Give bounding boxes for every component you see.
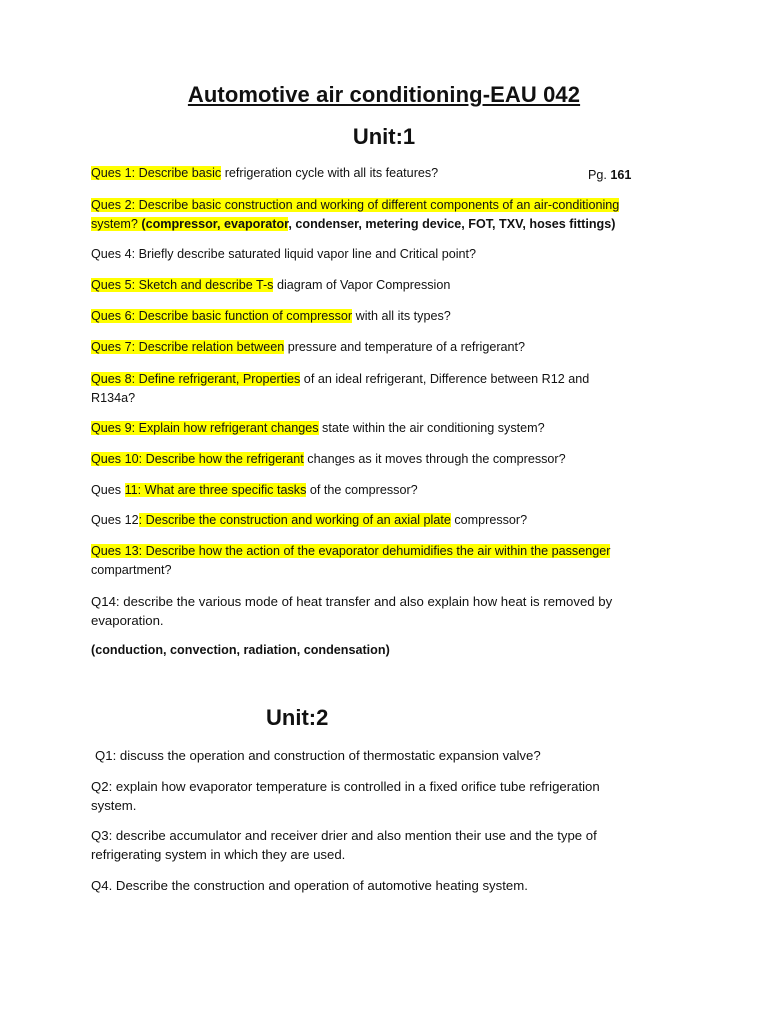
question-9-highlight: Ques 9: Explain how refrigerant changes (91, 421, 319, 435)
unit2-question-3 (91, 826, 691, 864)
unit2-question-1: Q1: discuss the operation and construction of thermostatic expansion valve? (95, 748, 541, 763)
unit2-question-4: Q4. Describe the construction and operation of automotive heating system. (91, 878, 528, 893)
question-5-highlight: Ques 5: Sketch and describe T-s (91, 278, 274, 292)
question-2-highlight-line1: Ques 2: Describe basic construction and working of different components of an air-conditioning (91, 198, 620, 212)
question-8-highlight: Ques 8: Define refrigerant, Properties (91, 372, 301, 386)
question-10-highlight: Ques 10: Describe how the refrigerant (91, 452, 304, 466)
question-14-line2: evaporation. (91, 613, 164, 628)
question-11-highlight: 11: What are three specific tasks (124, 483, 307, 497)
question-6 (91, 307, 691, 326)
question-8-text-line2: R134a? (91, 391, 136, 405)
question-2-bold-highlight: (compressor, evaporator (137, 217, 289, 231)
question-13 (91, 542, 711, 580)
question-5-text: diagram of Vapor Compression (273, 278, 451, 292)
question-13-text: compartment? (91, 563, 172, 577)
unit-1-heading: Unit:1 (352, 124, 416, 149)
question-9-text: state within the air conditioning system? (318, 421, 545, 435)
question-8 (91, 370, 691, 408)
question-9 (91, 419, 691, 438)
question-7-highlight: Ques 7: Describe relation between (91, 340, 285, 354)
question-2 (91, 196, 711, 234)
question-12-prefix: Ques 12 (91, 513, 139, 527)
question-10-text: changes as it moves through the compressor? (303, 452, 566, 466)
question-6-text: with all its types? (352, 309, 451, 323)
question-11-prefix: Ques (91, 483, 125, 497)
question-4: Ques 4: Briefly describe saturated liquid vapor line and Critical point? (91, 247, 477, 261)
unit-2-heading: Unit:2 (266, 705, 329, 730)
question-1-highlight: Ques 1: Describe basic (91, 166, 222, 180)
question-2-bold-text: , condenser, metering device, FOT, TXV, hoses fittings) (288, 217, 616, 231)
question-12-highlight: : Describe the construction and working of an axial plate (138, 513, 451, 527)
question-8-text-line1: of an ideal refrigerant, Difference between R12 and (300, 372, 590, 386)
question-14 (91, 592, 691, 630)
question-7-text: pressure and temperature of a refrigerant? (284, 340, 526, 354)
unit2-question-2-line2: system. (91, 798, 137, 813)
question-2-highlight-line2: system? (91, 217, 138, 231)
unit2-question-3-line1: Q3: describe accumulator and receiver drier and also mention their use and the type of (91, 828, 597, 843)
question-6-highlight: Ques 6: Describe basic function of compressor (91, 309, 353, 323)
unit2-question-2 (91, 777, 691, 815)
question-14-line1: Q14: describe the various mode of heat transfer and also explain how heat is removed by (91, 594, 613, 609)
question-5 (91, 276, 691, 295)
question-11 (91, 481, 691, 500)
question-12 (91, 511, 691, 530)
document-title: Automotive air conditioning-EAU 042 (187, 82, 581, 107)
heat-transfer-modes-note: (conduction, convection, radiation, condensation) (91, 643, 390, 657)
question-11-text: of the compressor? (306, 483, 418, 497)
question-10 (91, 450, 691, 469)
unit2-question-2-line1: Q2: explain how evaporator temperature is controlled in a fixed orifice tube refrigeration (91, 779, 600, 794)
question-1-text: refrigeration cycle with all its features? (221, 166, 439, 180)
page-reference-number: 161 (610, 168, 632, 182)
page-reference-label: Pg. (588, 168, 607, 182)
question-12-text: compressor? (450, 513, 528, 527)
page-reference (588, 166, 631, 185)
unit2-question-3-line2: refrigerating system in which they are used. (91, 847, 346, 862)
question-13-highlight: Ques 13: Describe how the action of the evaporator dehumidifies the air within the passenger (91, 544, 611, 558)
question-7 (91, 338, 691, 357)
